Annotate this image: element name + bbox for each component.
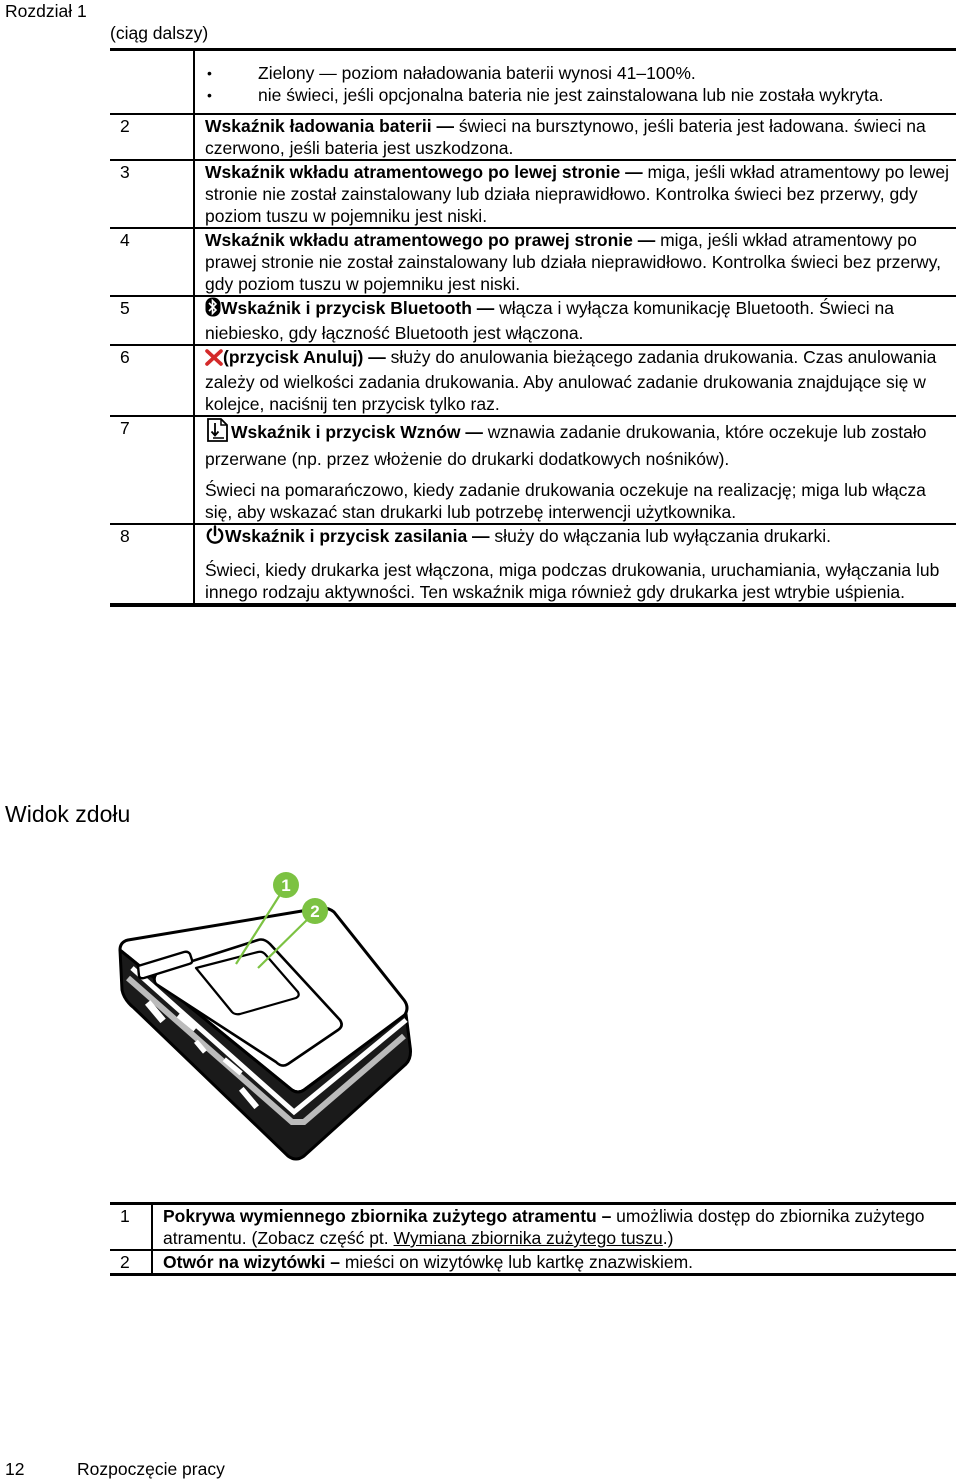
item-title: (przycisk Anuluj) — bbox=[223, 347, 386, 367]
item-description: umożliwia dostęp do zbiornika zużytego atramentu. (Zobacz część pt. bbox=[163, 1206, 925, 1248]
list-item: • Zielony — poziom naładowania baterii wynosi 41–100%. bbox=[205, 62, 956, 84]
continued-label: (ciąg dalszy) bbox=[110, 23, 209, 43]
table-row bbox=[110, 345, 956, 416]
item-description: służy do anulowania bieżącego zadania drukowania. Czas anulowania zależy od wielkości zadania drukowania. Aby anulować zadanie drukowania znajdujące się w kolejce, naciśnij ten przycisk tylko raz. bbox=[205, 347, 937, 414]
item-title: Wskaźnik i przycisk zasilania — bbox=[225, 526, 490, 546]
row-number: 5 bbox=[110, 296, 194, 345]
callout-2: 2 bbox=[310, 902, 320, 921]
cancel-x-icon bbox=[205, 348, 223, 371]
bottom-parts-table bbox=[110, 1202, 956, 1276]
control-panel-table bbox=[110, 48, 956, 607]
power-icon bbox=[205, 525, 225, 550]
resume-icon bbox=[205, 417, 231, 448]
section-title: Widok zdołu bbox=[5, 801, 131, 827]
item-title: Pokrywa wymiennego zbiornika zużytego atramentu – bbox=[163, 1206, 612, 1226]
table-row bbox=[110, 114, 956, 160]
item-description: miga, jeśli wkład atramentowy po prawej stronie nie został zainstalowany lub działa nieprawidłowo. Kontrolka świeci bez przerwy, gdy poziom tuszu w pojemniku jest niski. bbox=[205, 230, 941, 294]
table-row bbox=[110, 524, 956, 605]
callout-1: 1 bbox=[281, 876, 291, 895]
item-description-extra: Świeci, kiedy drukarka jest włączona, miga podczas drukowania, uruchamiania, wyłączania lub innego rodzaju aktywności. Ten wskaźnik miga również gdy drukarka jest wtrybie uśpienia. bbox=[205, 560, 940, 602]
row-number: 3 bbox=[110, 160, 194, 228]
row-number: 7 bbox=[110, 416, 194, 524]
item-title: Otwór na wizytówki – bbox=[163, 1252, 340, 1272]
table-row bbox=[110, 1250, 956, 1275]
table-row bbox=[110, 296, 956, 345]
item-description: służy do włączania lub wyłączania drukarki. bbox=[489, 526, 831, 546]
item-description: mieści on wizytówkę lub kartkę znazwiskiem. bbox=[339, 1252, 694, 1272]
item-description-tail: .) bbox=[662, 1228, 674, 1248]
item-title: Wskaźnik i przycisk Wznów — bbox=[231, 422, 483, 442]
item-description-extra: Świeci na pomarańczowo, kiedy zadanie drukowania oczekuje na realizację; miga lub włącza się, aby wskazać stan drukarki lub potrzebę interwencji użytkownika. bbox=[205, 480, 926, 522]
printer-bottom-view-figure bbox=[108, 868, 428, 1168]
row-number: 4 bbox=[110, 228, 194, 296]
table-row bbox=[110, 416, 956, 524]
item-description: włącza i wyłącza komunikację Bluetooth. Świeci na niebiesko, gdy łączność Bluetooth jest włączona. bbox=[205, 298, 895, 343]
table-row bbox=[110, 160, 956, 228]
footer-section: Rozpoczęcie pracy bbox=[77, 1459, 225, 1479]
table-row bbox=[110, 1204, 956, 1251]
row-number: 2 bbox=[110, 1250, 152, 1275]
row-number: 6 bbox=[110, 345, 194, 416]
row-number: 8 bbox=[110, 524, 194, 605]
page-number: 12 bbox=[5, 1459, 25, 1479]
table-row bbox=[110, 228, 956, 296]
table-row bbox=[110, 50, 956, 115]
bluetooth-icon bbox=[205, 297, 221, 322]
item-title: Wskaźnik ładowania baterii — bbox=[205, 116, 454, 136]
item-description: wznawia zadanie drukowania, które oczekuje lub zostało przerwane (np. przez włożenie do drukarki dodatkowych nośników). bbox=[205, 422, 927, 469]
item-title: Wskaźnik wkładu atramentowego po lewej stronie — bbox=[205, 162, 643, 182]
replace-waste-ink-link[interactable]: Wymiana zbiornika zużytego tuszu bbox=[393, 1228, 663, 1248]
battery-level-bullets bbox=[205, 51, 956, 113]
chapter-header: Rozdział 1 bbox=[5, 1, 87, 21]
item-title: Wskaźnik wkładu atramentowego po prawej stronie — bbox=[205, 230, 656, 250]
list-item: • nie świeci, jeśli opcjonalna bateria nie jest zainstalowana lub nie została wykryta. bbox=[205, 84, 956, 106]
item-title: Wskaźnik i przycisk Bluetooth — bbox=[221, 298, 495, 318]
item-description: miga, jeśli wkład atramentowy po lewej stronie nie został zainstalowany lub działa nieprawidłowo. Kontrolka świeci bez przerwy, gdy poziom tuszu w pojemniku jest niski. bbox=[205, 162, 949, 226]
row-number: 2 bbox=[110, 114, 194, 160]
item-description: świeci na bursztynowo, jeśli bateria jest ładowana. świeci na czerwono, jeśli bateria jest uszkodzona. bbox=[205, 116, 926, 158]
row-number: 1 bbox=[110, 1204, 152, 1251]
